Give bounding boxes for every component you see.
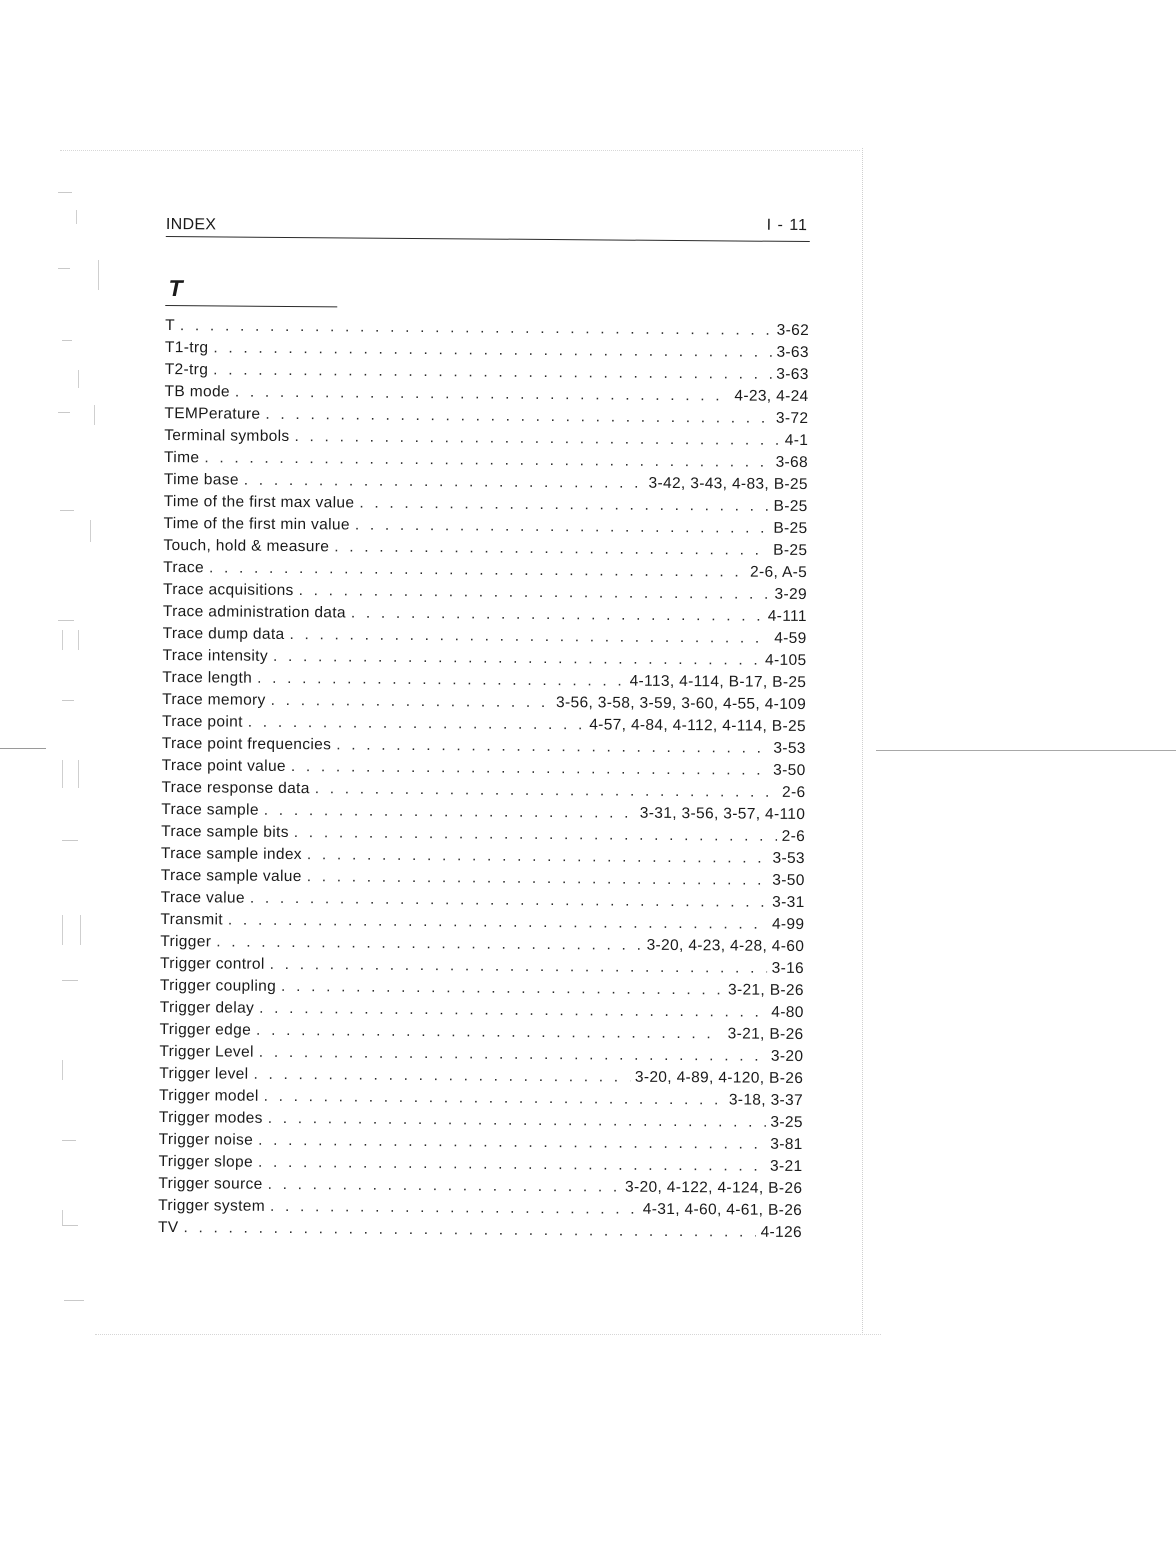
- index-term: Trigger level: [159, 1064, 249, 1083]
- index-page-refs: 4-57, 4-84, 4-112, 4-114, B-25: [589, 716, 807, 736]
- index-term: Trace: [163, 558, 205, 577]
- dot-leader: [244, 470, 644, 495]
- index-term: Trigger control: [160, 954, 265, 973]
- index-page-refs: 3-18, 3-37: [728, 1091, 804, 1110]
- index-page-refs: 4-31, 4-60, 4-61, B-26: [642, 1200, 803, 1220]
- index-page-refs: 3-56, 3-58, 3-59, 3-60, 4-55, 4-109: [556, 694, 807, 714]
- index-page-refs: 2-6, A-5: [750, 563, 808, 582]
- dot-leader: [268, 1174, 621, 1199]
- index-page-refs: 3-53: [772, 849, 806, 868]
- index-page-refs: 2-6: [781, 827, 806, 846]
- index-term: Trigger noise: [158, 1130, 254, 1149]
- index-page-refs: B-25: [773, 541, 808, 560]
- index-term: Trace acquisitions: [162, 580, 294, 600]
- page-number: I - 11: [766, 216, 808, 235]
- index-entry-list: [158, 315, 809, 1244]
- index-term: Trigger source: [158, 1174, 263, 1193]
- index-term: T1-trg: [164, 338, 209, 357]
- index-page-refs: 3-42, 3-43, 4-83, B-25: [648, 474, 808, 494]
- dot-leader: [271, 690, 552, 714]
- index-page-refs: 4-80: [771, 1003, 804, 1022]
- index-page-refs: 4-1: [784, 431, 809, 450]
- index-term: Transmit: [160, 910, 224, 929]
- dot-leader: [183, 1217, 755, 1243]
- dot-leader: [355, 514, 769, 539]
- index-page-refs: 4-111: [767, 607, 807, 626]
- index-page-refs: 3-20: [770, 1047, 804, 1066]
- index-page-refs: 3-25: [770, 1113, 803, 1132]
- header-title: INDEX: [165, 215, 217, 234]
- index-page-refs: 3-20, 4-23, 4-28, 4-60: [646, 936, 805, 956]
- index-page-refs: 4-23, 4-24: [734, 387, 809, 406]
- binding-margin-marks: [58, 180, 98, 1310]
- index-term: Trigger system: [158, 1196, 266, 1215]
- index-term: Trigger coupling: [159, 976, 277, 995]
- index-page-refs: 3-63: [776, 365, 809, 384]
- index-page-refs: 4-113, 4-114, B-17, B-25: [629, 672, 807, 692]
- index-page-refs: 3-21, B-26: [727, 1025, 804, 1044]
- index-term: Trace point frequencies: [161, 734, 332, 754]
- index-page-refs: 3-16: [771, 959, 805, 978]
- index-page-refs: 3-31: [772, 893, 805, 912]
- index-term: TV: [157, 1218, 179, 1237]
- index-term: Trigger edge: [159, 1020, 252, 1039]
- index-page-refs: 4-59: [774, 629, 807, 648]
- index-term: Trace sample value: [160, 866, 302, 886]
- index-term: Trigger model: [158, 1086, 259, 1105]
- running-header: [166, 212, 810, 242]
- index-term: Trace administration data: [162, 602, 347, 622]
- index-term: Trigger slope: [158, 1152, 254, 1171]
- index-page-refs: 3-63: [776, 343, 809, 362]
- index-page-refs: 3-50: [772, 871, 805, 890]
- index-term: Time: [164, 448, 200, 467]
- index-term: Terminal symbols: [164, 426, 290, 445]
- index-page-refs: 2-6: [781, 783, 806, 802]
- index-page-refs: 3-81: [770, 1135, 803, 1154]
- section-rule: [165, 305, 337, 307]
- index-term: Trace value: [160, 888, 245, 907]
- index-term: Trace sample: [161, 800, 259, 819]
- index-page: [158, 212, 810, 1244]
- dot-leader: [253, 1064, 630, 1089]
- index-entry: [158, 1217, 802, 1244]
- fold-line-right: [876, 750, 1176, 751]
- index-term: Trigger: [160, 932, 212, 951]
- index-term: Trace sample bits: [161, 822, 289, 841]
- index-page-refs: 3-68: [775, 453, 809, 472]
- scan-edge-top: [60, 150, 860, 151]
- index-term: Trigger Level: [159, 1042, 254, 1061]
- index-page-refs: 3-20, 4-122, 4-124, B-26: [624, 1178, 803, 1198]
- index-term: Trigger delay: [159, 998, 255, 1017]
- scan-edge-bottom: [95, 1334, 881, 1335]
- index-term: Time base: [163, 470, 239, 489]
- index-page-refs: 3-62: [776, 321, 810, 340]
- index-term: TEMPerature: [164, 404, 261, 423]
- index-page-refs: 3-31, 3-56, 3-57, 4-110: [639, 804, 806, 824]
- index-page-refs: 4-99: [771, 915, 805, 934]
- index-term: Touch, hold & measure: [163, 536, 330, 556]
- index-page-refs: 3-50: [773, 761, 806, 780]
- section-heading: T: [168, 275, 183, 302]
- dot-leader: [264, 800, 635, 825]
- index-page-refs: 3-20, 4-89, 4-120, B-26: [634, 1068, 804, 1088]
- index-term: Trace sample index: [160, 844, 303, 864]
- index-page-refs: 3-21, B-26: [727, 981, 804, 1000]
- index-term: Trace response data: [161, 778, 310, 798]
- dot-leader: [248, 712, 585, 737]
- index-term: TB mode: [164, 382, 230, 401]
- scan-edge-right: [862, 148, 863, 1333]
- fold-line-left: [0, 748, 46, 749]
- index-page-refs: 4-105: [765, 651, 807, 670]
- dot-leader: [351, 602, 763, 627]
- index-term: Trace point value: [161, 756, 286, 775]
- index-term: Trace memory: [162, 690, 266, 709]
- index-term: T2-trg: [164, 360, 209, 379]
- index-term: Trace intensity: [162, 646, 269, 665]
- index-page-refs: 4-126: [760, 1223, 803, 1242]
- dot-leader: [270, 1196, 638, 1221]
- index-page-refs: 3-29: [774, 585, 808, 604]
- index-page-refs: B-25: [773, 519, 808, 538]
- index-page-refs: 3-72: [775, 409, 809, 428]
- dot-leader: [257, 668, 625, 693]
- dot-leader: [359, 493, 768, 518]
- index-term: Trigger modes: [158, 1108, 263, 1127]
- index-term: Time of the first min value: [163, 514, 350, 534]
- index-term: Trace length: [162, 668, 253, 687]
- index-page-refs: B-25: [773, 497, 808, 516]
- index-term: T: [165, 316, 176, 335]
- index-page-refs: 3-53: [773, 739, 806, 758]
- index-term: Time of the first max value: [163, 492, 355, 512]
- index-page-refs: 3-21: [770, 1157, 803, 1176]
- index-term: Trace dump data: [162, 624, 285, 643]
- index-term: Trace point: [161, 712, 243, 731]
